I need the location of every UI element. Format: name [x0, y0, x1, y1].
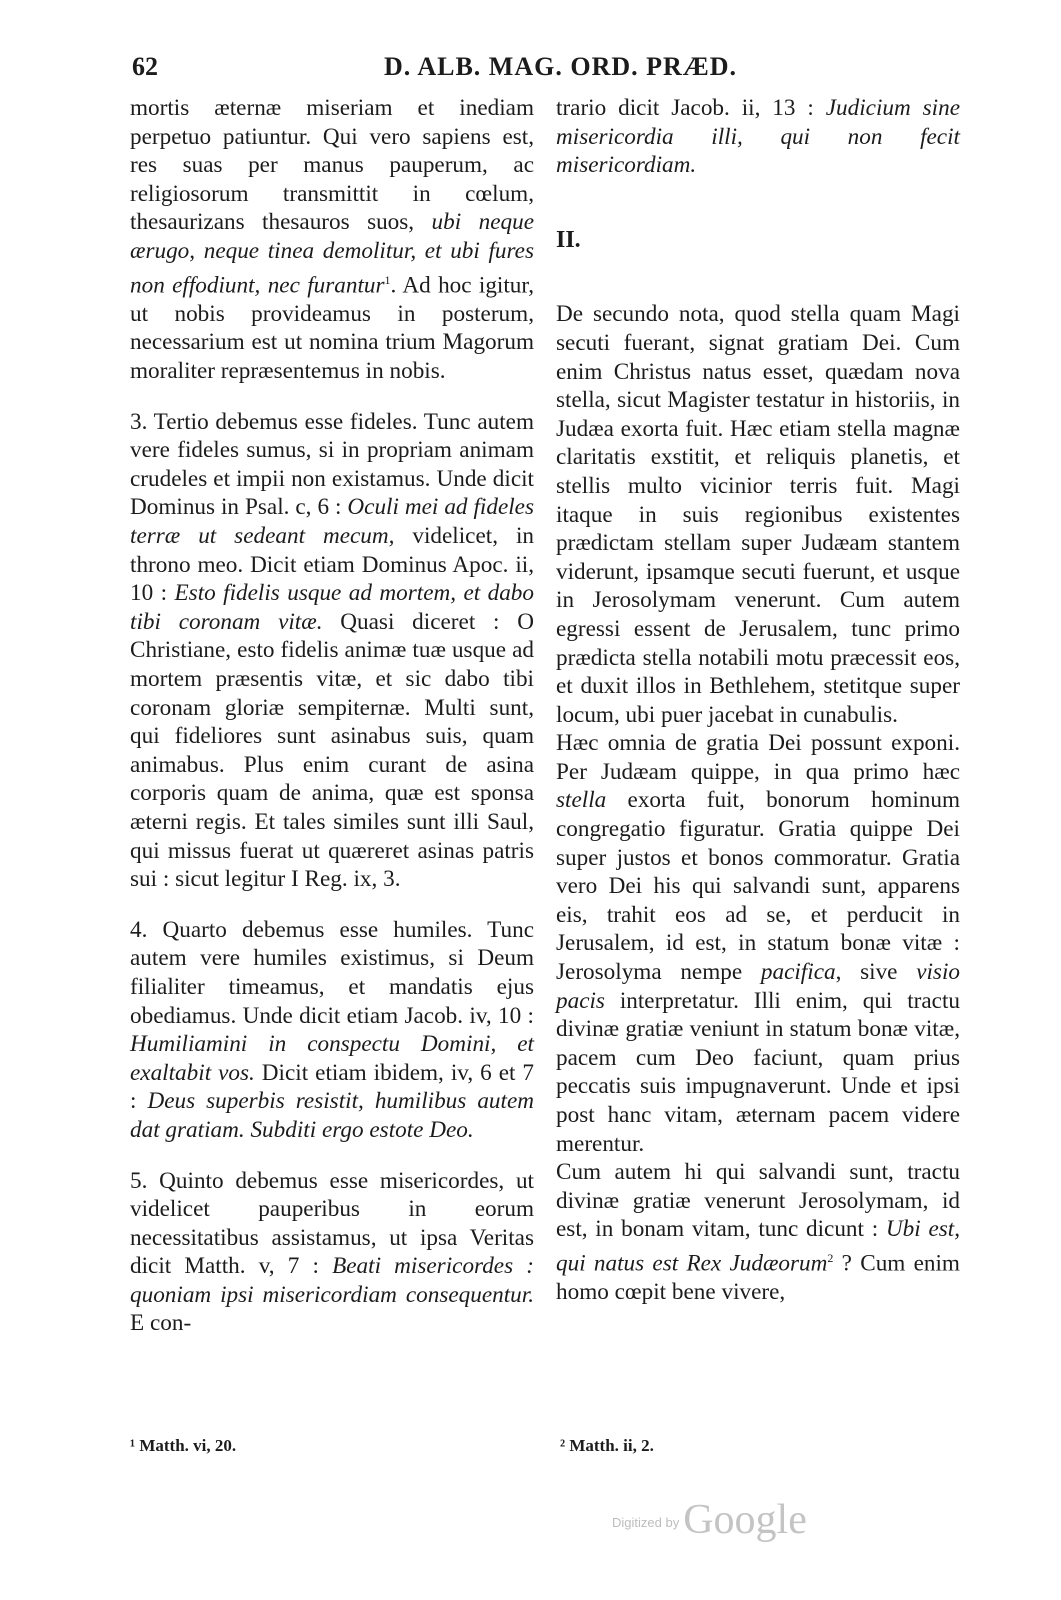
footnote-ref: 2 — [827, 1250, 834, 1265]
scripture-quote: Oculi mei ad fideles terræ ut sedeant mecum, — [130, 494, 534, 550]
footnote: ¹ Matth. vi, 20. — [130, 1436, 237, 1455]
google-logo: Google — [683, 1497, 807, 1543]
italic-word: visio pacis — [556, 959, 960, 1014]
text-run: . Ad hoc igitur, ut nobis provideamus in posterum, necessarium est ut nomina trium Magorum moraliter repræsentemus in nobis. — [130, 272, 534, 385]
paragraph — [130, 916, 534, 1145]
text-run: Dicit etiam ibidem, iv, 6 et 7 : — [130, 1059, 535, 1115]
watermark-label: Digitized by — [612, 1515, 680, 1530]
text-run: , sive — [835, 959, 917, 986]
text-run: trario dicit Jacob. ii, 13 : — [556, 95, 826, 121]
page-number: 62 — [132, 52, 158, 81]
digitized-watermark — [612, 1496, 807, 1544]
scripture-quote: ubi neque ærugo, neque tinea demolitur, et ubi fures non effodiunt, nec furantur — [130, 209, 534, 299]
text-run: interpretatur. Illi enim, qui tractu divinæ gratiæ veniunt in statum bonæ vitæ, pacem cum Deo faciunt, quam prius peccatis suis impugnaverunt. Unde et ipsi post hanc vitam, æternam pacem videre merentur. — [556, 987, 960, 1157]
paragraph: De secundo nota, quod stella quam Magi secuti fuerant, signat gratiam Dei. Cum enim Christus natus esset, quædam nova stella, sicut Magister testatur in historiis, in Judæa exorta fuit. Hæc etiam stella magnæ claritatis exstitit, et reliquis planetis, et stellis multo vicinior terris fuit. Magi itaque in suis regionibus existentes prædictam stellam super Judæam stantem viderunt, ipsamque secuti fuerunt, et usque in Jerosolymam venerunt. Cum autem egressi essent de Jerusalem, tunc primo prædicta stella notabili motu præcessit eos, et duxit illos in Bethlehem, stetitque super locum, ubi puer jacebat in cunabulis. — [556, 301, 960, 728]
paragraph — [130, 1167, 534, 1339]
text-run: Cum autem hi qui salvandi sunt, tractu divinæ gratiæ venerunt Jerosolymam, id est, in bonam vitam, tunc dicunt : — [556, 1159, 960, 1243]
text-run: mortis æternæ miseriam et inediam perpetuo patiuntur. Qui vero sapiens est, res suas per manus pauperum, ac religiosorum transmittit in cœlum, thesaurizans thesauros suos, — [130, 95, 534, 236]
scripture-quote: Judicium sine misericordia illi, qui non fecit misericordiam. — [556, 95, 960, 179]
text-run: 5. Quinto debemus esse misericordes, ut videlicet pauperibus in eorum necessitatibus assistamus, ut ipsa Veritas dicit Matth. v, 7 : — [130, 1167, 534, 1280]
text-run: videlicet, in throno meo. Dicit etiam Dominus Apoc. ii, 10 : — [130, 523, 534, 607]
paragraph — [130, 94, 534, 386]
paragraph — [556, 94, 960, 180]
scripture-quote: Beati misericordes : quoniam ipsi misericordiam consequentur. — [130, 1253, 534, 1308]
text-run: 4. Quarto debemus esse humiles. Tunc autem vere humiles existimus, si Deum filialiter timeamus, et mandatis ejus obediamus. Unde dicit etiam Jacob. iv, 10 : — [130, 916, 534, 1029]
italic-word: pacifica — [760, 959, 836, 986]
left-column — [130, 94, 534, 1338]
text-run: exorta fuit, bonorum hominum congregatio figuratur. Gratia quippe Dei super justos et bonos commoratur. Gratia vero Dei his qui salvandi sunt, apparens eis, trahit eos ad se, et perducit in Jerusalem, id est, in statum bonæ vitæ : Jerosolyma nempe — [556, 787, 960, 986]
text-run: ? Cum enim homo cœpit bene vivere, — [556, 1250, 960, 1306]
running-title: D. ALB. MAG. ORD. PRÆD. — [384, 52, 738, 81]
text-run: Hæc omnia de gratia Dei possunt exponi. Per Judæam quippe, in qua primo hæc — [556, 730, 960, 785]
scripture-quote: Esto fidelis usque ad mortem, et dabo tibi coronam vitæ. — [130, 580, 534, 635]
text-run: Quasi diceret : O Christiane, esto fidelis animæ tuæ usque ad mortem præsentis vitæ, et sic dabo tibi coronam gloriæ sempiternæ. Multi sunt, qui fideliores sunt asinabus suis, quam animabus. Plus enim curant de asina corporis quam de anima, quæ est sponsa æterni regis. Et tales similes sunt illi Saul, qui missus fuerat ut quæreret asinas patris sui : sicut legitur I Reg. ix, 3. — [130, 608, 535, 893]
footnote-ref: 1 — [384, 272, 391, 287]
footnote: ² Matth. ii, 2. — [560, 1436, 654, 1455]
text-run: 3. Tertio debemus esse fideles. Tunc autem vere fideles sumus, si in propriam animam crudeles et impii non existamus. Unde dicit Dominus in Psal. c, 6 : — [130, 408, 534, 521]
scripture-quote: Ubi est, qui natus est Rex Judæorum — [556, 1216, 960, 1277]
running-header — [0, 52, 1061, 92]
scripture-quote: Humiliamini in conspectu Domini, et exaltabit vos. — [130, 1031, 534, 1086]
scripture-quote: Deus superbis resistit, humilibus autem dat gratiam. Subditi ergo estote Deo. — [130, 1088, 534, 1143]
section-heading: II. — [556, 226, 581, 253]
italic-word: stella — [556, 787, 607, 814]
paragraph — [130, 408, 534, 894]
right-column — [556, 94, 960, 1307]
paragraph — [556, 1158, 960, 1307]
text-run: E con- — [130, 1310, 192, 1337]
paragraph — [556, 729, 960, 1158]
